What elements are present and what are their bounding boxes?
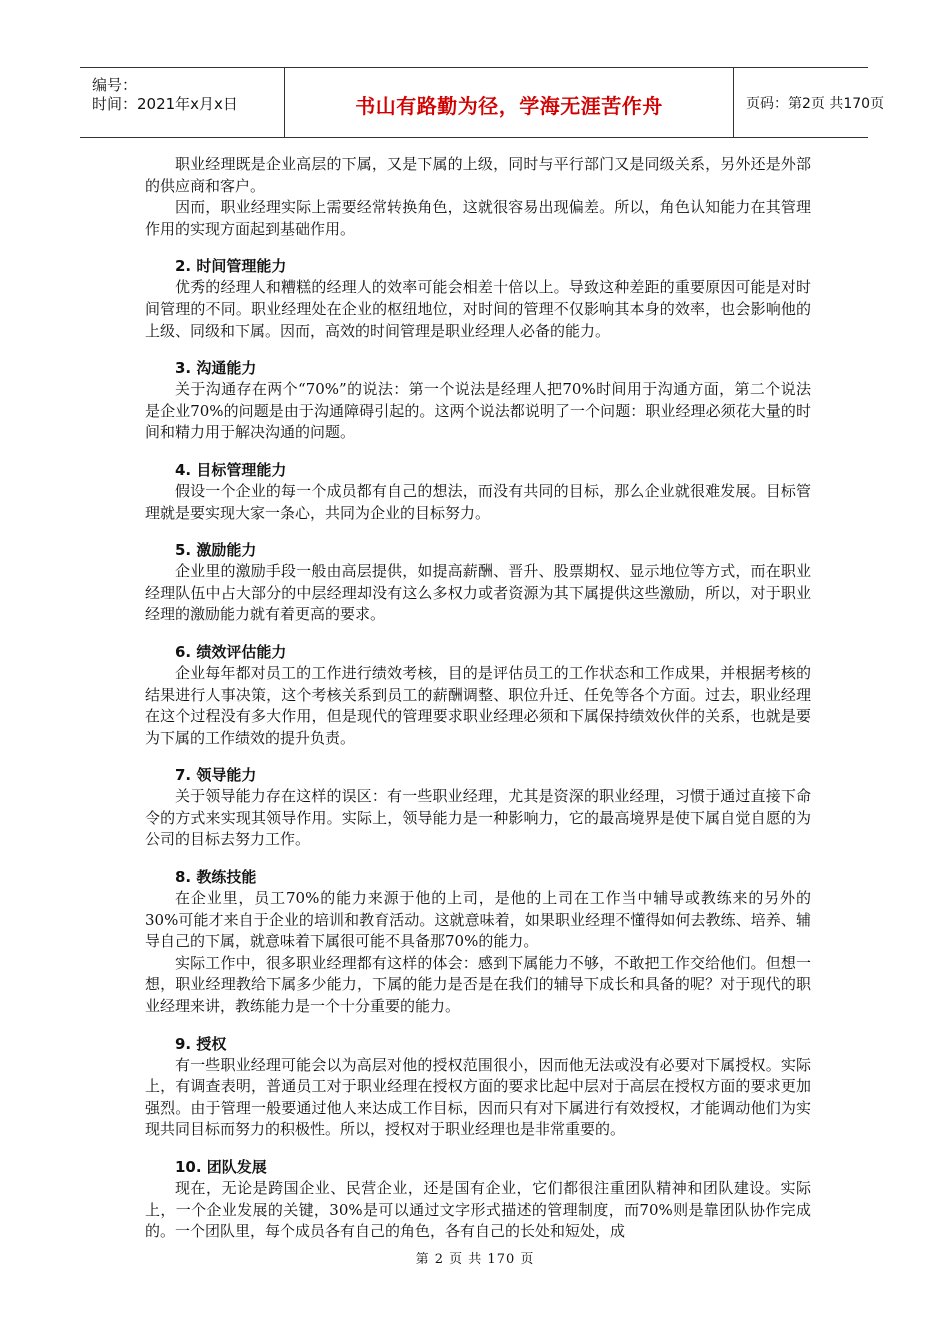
section-heading: 6. 绩效评估能力 xyxy=(175,642,287,661)
page-header xyxy=(80,67,885,138)
section-paragraph: 企业里的激励手段一般由高层提供，如提高薪酬、晋升、股票期权、显示地位等方式，而在职业经理队伍中占大部分的中层经理却没有这么多权力或者资源为其下属提供这些激励，所以，对于职业经理的激励能力就有着更高的要求。 xyxy=(145,562,811,624)
section-heading: 3. 沟通能力 xyxy=(175,359,257,378)
section-list xyxy=(145,256,811,1242)
section-paragraph: 企业每年都对员工的工作进行绩效考核，目的是评估员工的工作状态和工作成果，并根据考核的结果进行人事决策，这个考核关系到员工的薪酬调整、职位升迁、任免等各个方面。过去，职业经理在这个过程没有多大作用，但是现代的管理要求职业经理必须和下属保持绩效伙伴的关系，也就是要为下属的工作绩效的提升负责。 xyxy=(145,663,811,747)
section-heading: 5. 激励能力 xyxy=(175,541,257,560)
document-number-label: 编号： xyxy=(92,76,138,94)
section-heading: 9. 授权 xyxy=(175,1034,227,1053)
section-heading: 7. 领导能力 xyxy=(175,766,257,785)
page-footer: 第 2 页 共 170 页 xyxy=(415,1252,535,1267)
section-heading: 8. 教练技能 xyxy=(175,868,257,887)
header-motto-cell xyxy=(285,68,734,137)
section-heading: 2. 时间管理能力 xyxy=(175,257,287,276)
section-paragraph: 关于沟通存在两个“70%”的说法：第一个说法是经理人把70%时间用于沟通方面，第二个说法是企业70%的问题是由于沟通障碍引起的。这两个说法都说明了一个问题：职业经理必须花大量的时间和精力用于解决沟通的问题。 xyxy=(145,380,811,442)
header-page-info: 页码：第2页 共170页 xyxy=(746,96,885,112)
section-paragraph: 关于领导能力存在这样的误区：有一些职业经理，尤其是资深的职业经理，习惯于通过直接下命令的方式来实现其领导作用。实际上，领导能力是一种影响力，它的最高境界是使下属自觉自愿的为公司的目标去努力工作。 xyxy=(145,787,811,849)
section-paragraph: 现在，无论是跨国企业、民营企业，还是国有企业，它们都很注重团队精神和团队建设。实际上，一个企业发展的关键，30%是可以通过文字形式描述的管理制度，而70%则是靠团队协作完成的。一个团队里，每个成员各有自己的角色，各有自己的长处和短处，成 xyxy=(145,1179,811,1241)
intro-paragraph: 职业经理既是企业高层的下属，又是下属的上级，同时与平行部门又是同级关系，另外还是外部的供应商和客户。 xyxy=(145,155,811,195)
document-time-label: 时间：2021年x月x日 xyxy=(92,95,238,113)
section-paragraph: 有一些职业经理可能会以为高层对他的授权范围很小，因而他无法或没有必要对下属授权。实际上，有调查表明，普通员工对于职业经理在授权方面的要求比起中层对于高层在授权方面的要求更加强烈。由于管理一般要通过他人来达成工作目标，因而只有对下属进行有效授权，才能调动他们为实现共同目标而努力的积极性。所以，授权对于职业经理也是非常重要的。 xyxy=(145,1055,811,1139)
header-page-cell xyxy=(734,68,885,137)
section-paragraph: 实际工作中，很多职业经理都有这样的体会：感到下属能力不够，不敢把工作交给他们。但想一想，职业经理教给下属多少能力，下属的能力是否是在我们的辅导下成长和具备的呢？对于现代的职业经理来讲，教练能力是一个十分重要的能力。 xyxy=(145,953,811,1016)
section-heading: 10. 团队发展 xyxy=(175,1158,267,1176)
header-motto: 书山有路勤为径，学海无涯苦作舟 xyxy=(355,94,663,118)
document-body xyxy=(145,154,811,1243)
header-meta xyxy=(80,68,285,137)
section-paragraph: 在企业里，员工70%的能力来源于他的上司，是他的上司在工作当中辅导或教练来的另外的30%可能才来自于企业的培训和教育活动。这就意味着，如果职业经理不懂得如何去教练、培养、辅导自己的下属，就意味着下属很可能不具备那70%的能力。 xyxy=(145,889,811,951)
section-heading: 4. 目标管理能力 xyxy=(175,460,287,479)
intro-paragraph: 因而，职业经理实际上需要经常转换角色，这就很容易出现偏差。所以，角色认知能力在其管理作用的实现方面起到基础作用。 xyxy=(145,198,811,238)
section-paragraph: 优秀的经理人和糟糕的经理人的效率可能会相差十倍以上。导致这种差距的重要原因可能是对时间管理的不同。职业经理处在企业的枢纽地位，对时间的管理不仅影响其本身的效率，也会影响他的上级、同级和下属。因而，高效的时间管理是职业经理人必备的能力。 xyxy=(145,278,811,340)
section-paragraph: 假设一个企业的每一个成员都有自己的想法，而没有共同的目标，那么企业就很难发展。目标管理就是要实现大家一条心，共同为企业的目标努力。 xyxy=(145,481,811,522)
